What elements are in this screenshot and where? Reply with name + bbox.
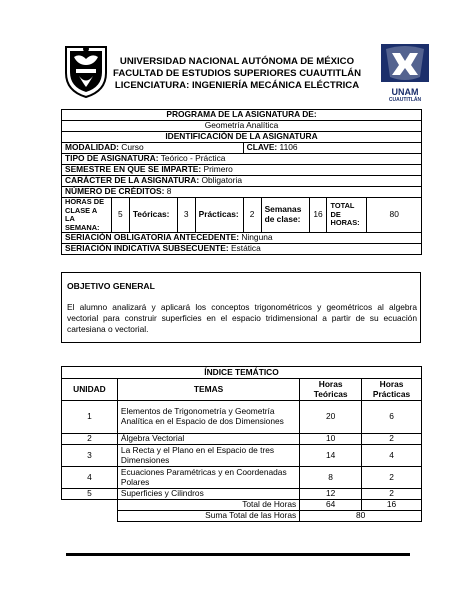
- blank-cell: [62, 500, 118, 511]
- row-teoricas: 20: [300, 401, 362, 434]
- university-name: UNIVERSIDAD NACIONAL AUTÓNOMA DE MÉXICO: [119, 56, 355, 67]
- col-temas: TEMAS: [117, 379, 299, 401]
- col-unidad: UNIDAD: [62, 379, 118, 401]
- row-practicas: 6: [362, 401, 422, 434]
- unam-cuautitlan-logo: [380, 43, 430, 103]
- program-title: PROGRAMA DE LA ASIGNATURA DE:: [62, 110, 422, 121]
- table-row: [62, 401, 422, 434]
- suma-total-value: 80: [300, 511, 422, 522]
- faculty-name: FACULTAD DE ESTUDIOS SUPERIORES CUAUTITLÁN: [112, 68, 362, 79]
- table-row: [62, 467, 422, 489]
- semestre-cell: [62, 165, 422, 176]
- practicas-label: Prácticas:: [195, 198, 243, 233]
- tipo-label: TIPO DE ASIGNATURA:: [65, 153, 159, 164]
- caracter-cell: [62, 176, 422, 187]
- total-teoricas: 64: [300, 500, 362, 511]
- col-horas-teoricas: Horas Teóricas: [300, 379, 362, 401]
- modalidad-label: MODALIDAD:: [65, 142, 119, 153]
- row-tema: Elementos de Trigonometría y Geometría Analítica en el Espacio de dos Dimensiones: [117, 401, 299, 434]
- antecedente-value: Ninguna: [241, 232, 273, 243]
- row-practicas: 2: [362, 489, 422, 500]
- semanas-label: Semanas de clase:: [261, 198, 309, 233]
- objective-title: OBJETIVO GENERAL: [67, 281, 155, 291]
- semestre-label: SEMESTRE EN QUE SE IMPARTE:: [65, 164, 202, 175]
- row-tema: La Recta y el Plano en el Espacio de tres Dimensiones: [117, 445, 299, 467]
- bottom-divider: [66, 553, 410, 556]
- identification-title: IDENTIFICACIÓN DE LA ASIGNATURA: [62, 132, 422, 143]
- subject-name: Geometría Analítica: [62, 121, 422, 132]
- teoricas-label: Teóricas:: [129, 198, 177, 233]
- total-horas-label: TOTAL DE HORAS:: [327, 198, 367, 233]
- row-tema: Superficies y Cilindros: [117, 489, 299, 500]
- blank-cell: [62, 511, 118, 522]
- total-horas-label: Total de Horas: [117, 500, 299, 511]
- tipo-value: Teórico - Práctica: [160, 153, 226, 164]
- total-horas-value: 80: [367, 198, 422, 233]
- teoricas-value: 3: [177, 198, 195, 233]
- horas-clase-label: HORAS DE CLASE A LA SEMANA:: [62, 198, 112, 233]
- program-identification-table: [61, 109, 422, 255]
- modalidad-value: Curso: [121, 142, 144, 153]
- degree-name: LICENCIATURA: INGENIERÍA MECÁNICA ELÉCTRICA: [114, 80, 360, 91]
- total-practicas: 16: [362, 500, 422, 511]
- subsecuente-label: SERIACIÓN INDICATIVA SUBSECUENTE:: [65, 243, 229, 254]
- row-teoricas: 8: [300, 467, 362, 489]
- row-tema: Ecuaciones Paramétricas y en Coordenadas Polares: [117, 467, 299, 489]
- caracter-value: Obligatoria: [201, 175, 242, 186]
- table-row: [62, 434, 422, 445]
- row-teoricas: 12: [300, 489, 362, 500]
- unam-logo-text: UNAM: [391, 87, 419, 97]
- row-unidad: 4: [62, 467, 118, 489]
- thematic-index-table: [61, 366, 422, 522]
- row-teoricas: 14: [300, 445, 362, 467]
- horas-clase-value: 5: [111, 198, 129, 233]
- semanas-value: 16: [309, 198, 327, 233]
- creditos-cell: [62, 187, 422, 198]
- row-unidad: 2: [62, 434, 118, 445]
- suma-total-label: Suma Total de las Horas: [117, 511, 299, 522]
- cuautitlan-logo-text: CUAUTITLÁN: [388, 97, 422, 103]
- clave-cell: [243, 143, 421, 154]
- clave-value: 1106: [279, 142, 298, 153]
- antecedente-label: SERIACIÓN OBLIGATORIA ANTECEDENTE:: [65, 232, 240, 243]
- caracter-label: CARÁCTER DE LA ASIGNATURA:: [65, 175, 200, 186]
- modalidad-cell: [62, 143, 244, 154]
- row-practicas: 4: [362, 445, 422, 467]
- row-unidad: 1: [62, 401, 118, 434]
- semestre-value: Primero: [203, 164, 233, 175]
- creditos-label: NÚMERO DE CRÉDITOS:: [65, 186, 165, 197]
- subsecuente-cell: [62, 244, 422, 255]
- row-unidad: 5: [62, 489, 118, 500]
- row-teoricas: 10: [300, 434, 362, 445]
- row-unidad: 3: [62, 445, 118, 467]
- table-row: [62, 489, 422, 500]
- subsecuente-value: Estática: [230, 243, 261, 254]
- table-row: [62, 445, 422, 467]
- row-practicas: 2: [362, 434, 422, 445]
- row-tema: Álgebra Vectorial: [117, 434, 299, 445]
- creditos-value: 8: [166, 186, 172, 197]
- col-horas-practicas: Horas Prácticas: [362, 379, 422, 401]
- objective-text: El alumno analizará y aplicará los conceptos trigonométricos y geométricos al algebra vectorial para construir superficies en el espacio tridimensional a partir de su ecuación cartesiana o vectorial.: [67, 302, 417, 334]
- tipo-cell: [62, 154, 422, 165]
- practicas-value: 2: [243, 198, 261, 233]
- row-practicas: 2: [362, 467, 422, 489]
- clave-label: CLAVE:: [246, 142, 278, 153]
- index-title: ÍNDICE TEMÁTICO: [62, 367, 422, 379]
